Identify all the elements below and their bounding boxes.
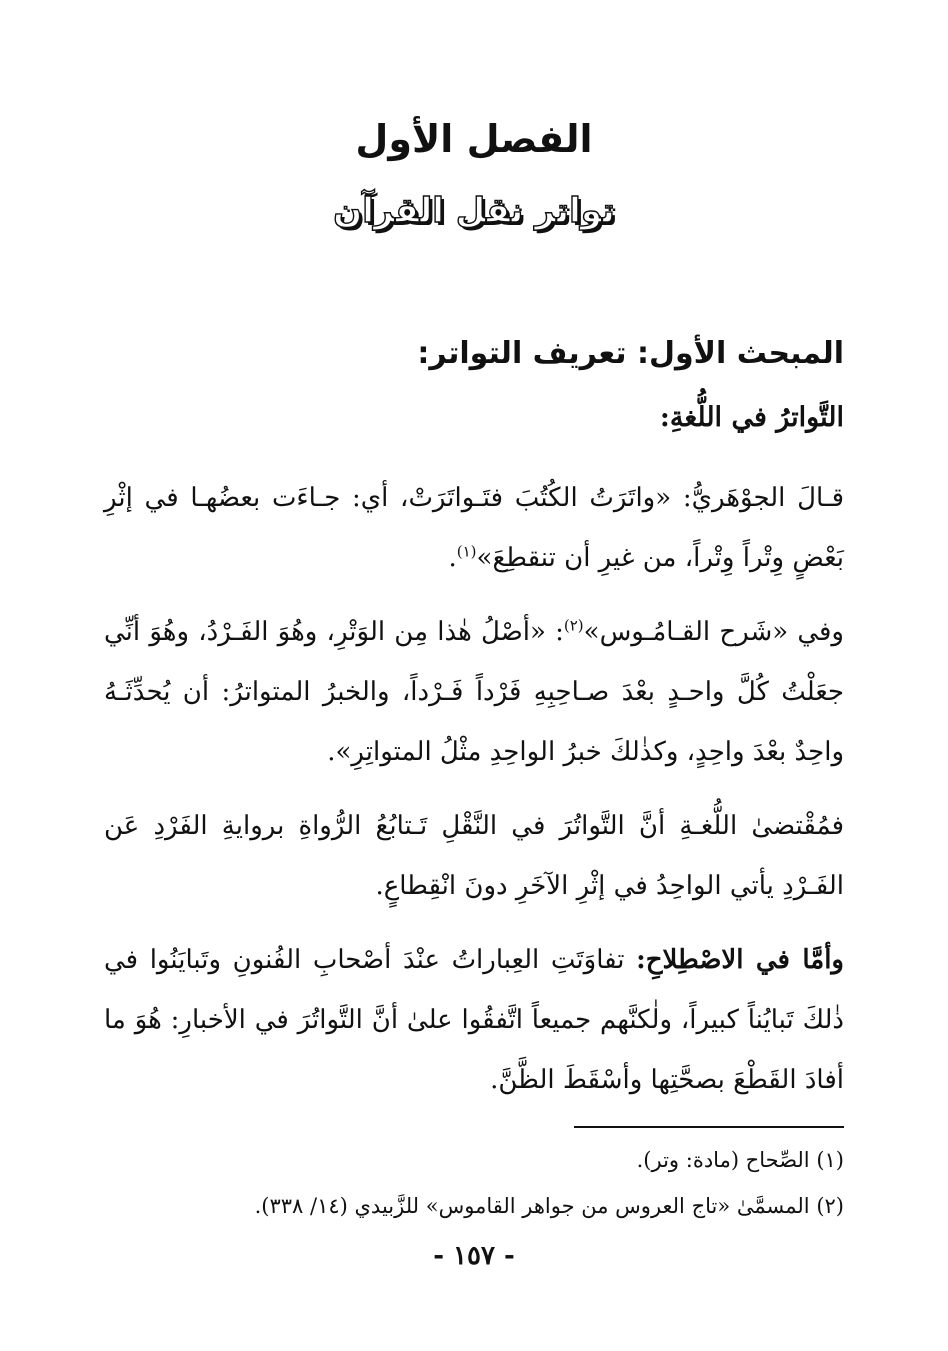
paragraph-text-end: .: [448, 543, 457, 573]
page-body: [104, 332, 844, 1124]
footnote-item: (١) الصِّحاح (مادة: وتر).: [636, 1148, 844, 1172]
footnote-reference: (١): [456, 542, 477, 561]
paragraph-text: تفاوَتَتِ العِباراتُ عنْدَ أصْحابِ الفُنونِ وتَبايَنُوا في ذٰلكَ تَبايُناً كبيراً، ولٰكنَّهم جميعاً اتَّفقُوا علىٰ أنَّ التَّواتُرَ في الأخبارِ: هُوَ ما أفادَ القَطْعَ بصحَّتِها وأسْقَطَ الظَّنَّ.: [104, 945, 844, 1095]
footnote-reference: (٢): [563, 616, 584, 635]
paragraph-qamus-quote: [104, 602, 844, 782]
term-label: وأمَّا في الاصْطِلاحِ:: [636, 945, 844, 975]
footnotes: [104, 1140, 844, 1232]
footnote-divider: [574, 1126, 844, 1128]
chapter-subtitle: تواتر نقل القرآن: [333, 191, 615, 231]
paragraph-text-rest: : «أصْلُ هٰذا مِن الوَتْرِ، وهُوَ الفَـرْدُ، وهُوَ أنِّي جعَلْتُ كُلَّ واحـدٍ بعْدَ صـاحِبِهِ فَرْداً فَـرْداً، والخبرُ المتواترُ: أن يُحدِّثَـهُ واحِدٌ بعْدَ واحِدٍ، وكذٰلكَ خبرُ الواحِدِ مثْلُ المتواتِرِ».: [104, 617, 844, 767]
paragraph-linguistic-meaning: فمُقْتضىٰ اللُّغـةِ أنَّ التَّواتُرَ في النَّقْلِ تَـتابُعُ الرُّواةِ بروايةِ الفَرْدِ عَن الفَـرْدِ يأتي الواحِدُ في إثْرِ الآخَرِ دونَ انْقِطاعٍ.: [104, 811, 844, 901]
paragraph-jawhari-quote: [104, 468, 844, 588]
sub-heading: التَّواترُ في اللُّغةِ:: [659, 402, 844, 433]
page-number: - ١٥٧ -: [433, 1241, 515, 1271]
footnote-item: (٢) المسمَّىٰ «تاج العروس من جواهر القاموس» للزَّبيدي (١٤/ ٣٣٨).: [254, 1194, 844, 1218]
section-heading: المبحث الأول: تعريف التواتر:: [417, 336, 844, 371]
paragraph-technical-meaning: [104, 930, 844, 1110]
chapter-title: الفصل الأول: [355, 117, 593, 161]
paragraph-text: وفي «شَرح القـامُـوس»: [583, 617, 844, 647]
paragraph-text: قـالَ الجوْهَريُّ: «واتَرَتُ الكُتُبَ فتَـواتَرَتْ، أي: جـاءَت بعضُهـا في إثْرِ بَعْضٍ وِتْراً وِتْراً، من غيرِ أن تنقطِعَ»: [104, 483, 844, 573]
